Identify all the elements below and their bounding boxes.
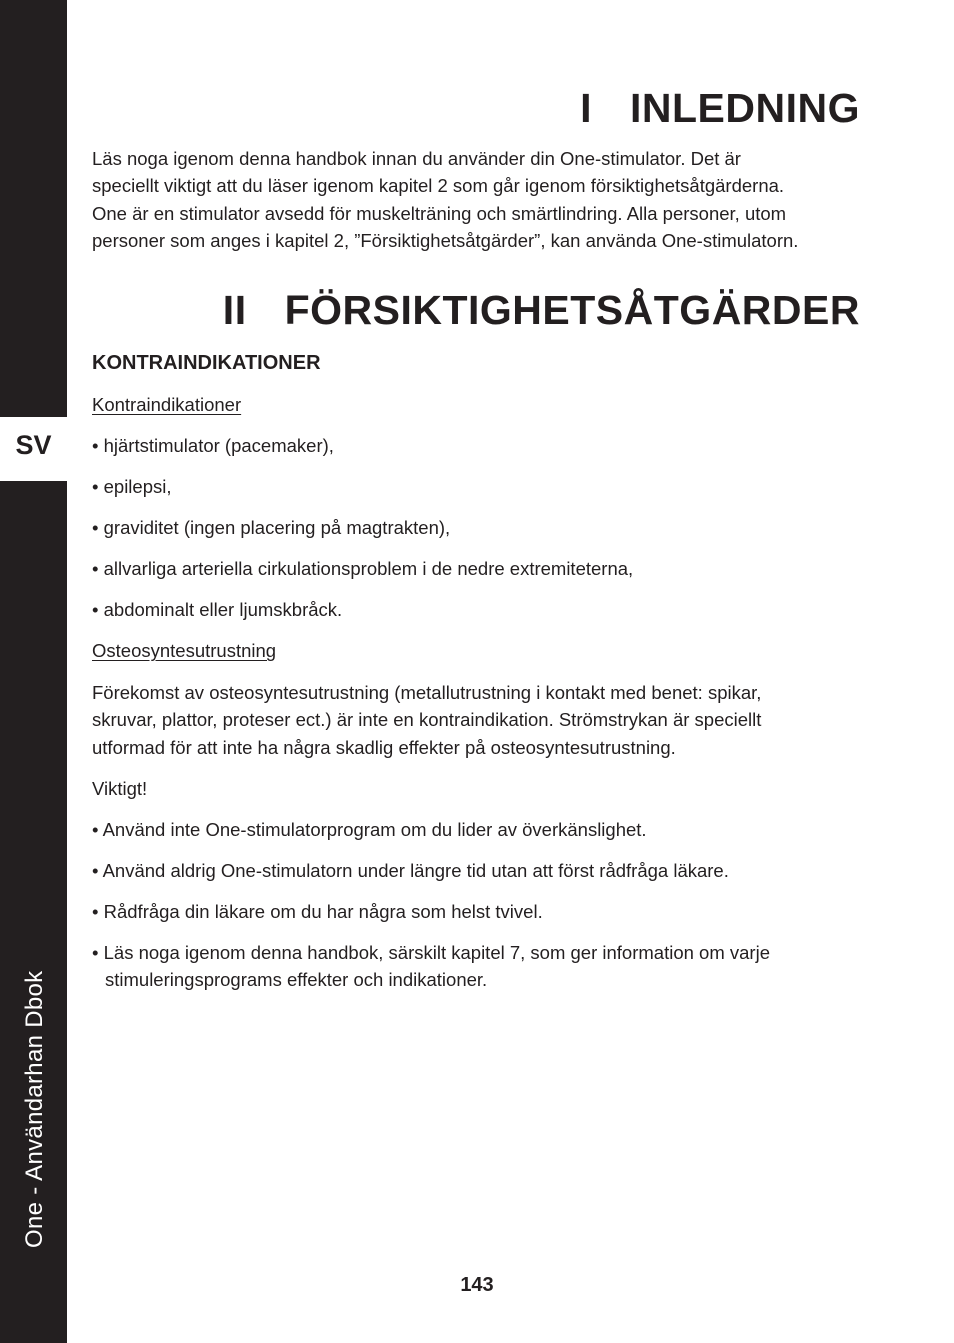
list-item: • Använd inte One-stimulatorprogram om du lider av överkänslighet. bbox=[92, 819, 647, 840]
page-number: 143 bbox=[460, 1274, 494, 1296]
list-item: • allvarliga arteriella cirkulationsproblem i de nedre extremiteterna, bbox=[92, 558, 634, 579]
list-item: • epilepsi, bbox=[92, 476, 172, 497]
list-item: • Använd aldrig One-stimulatorn under längre tid utan att först rådfråga läkare. bbox=[92, 860, 729, 881]
section-number: I bbox=[580, 85, 592, 131]
list-item: • Läs noga igenom denna handbok, särskilt kapitel 7, som ger information om varje stimuleringsprograms effekter och indikationer. bbox=[92, 942, 770, 991]
language-code: SV bbox=[15, 430, 52, 460]
list-item: • hjärtstimulator (pacemaker), bbox=[92, 435, 334, 456]
subheading-kontraindikationer: KONTRAINDIKATIONER bbox=[92, 352, 321, 374]
section-title: INLEDNING bbox=[630, 85, 860, 131]
osteosynthesis-label: Osteosyntesutrustning bbox=[92, 640, 277, 661]
list-item: • graviditet (ingen placering på magtrakten), bbox=[92, 517, 451, 538]
list-item: • Rådfråga din läkare om du har några som helst tvivel. bbox=[92, 901, 543, 922]
side-manual-title: One - Användarhan Dbok bbox=[21, 970, 48, 1248]
contraindications-label: Kontraindikationer bbox=[92, 394, 242, 415]
section-heading-inledning bbox=[580, 84, 860, 132]
section-heading-forsiktighetsatgarder bbox=[223, 286, 860, 334]
important-label: Viktigt! bbox=[92, 778, 148, 799]
osteosynthesis-paragraph: Förekomst av osteosyntesutrustning (metallutrustning i kontakt med benet: spikar, skruvar, plattor, proteser ect.) är inte en kontraindikation. Strömstrykan är speciellt utformad för att inte ha några skadlig effekter på osteosyntesutrustning. bbox=[92, 682, 762, 758]
intro-paragraph: Läs noga igenom denna handbok innan du använder din One-stimulator. Det är speciellt viktigt att du läser igenom kapitel 2 som går igenom försiktighetsåtgärderna. One är en stimulator avsedd för muskelträning och smärtlindring. Alla personer, utom personer som anges i kapitel 2, ”Försiktighetsåtgärder”, kan använda One-stimulatorn. bbox=[92, 148, 799, 251]
section-title: FÖRSIKTIGHETSÅTGÄRDER bbox=[284, 287, 860, 333]
list-item: • abdominalt eller ljumskbråck. bbox=[92, 599, 343, 620]
section-number: II bbox=[222, 287, 247, 333]
